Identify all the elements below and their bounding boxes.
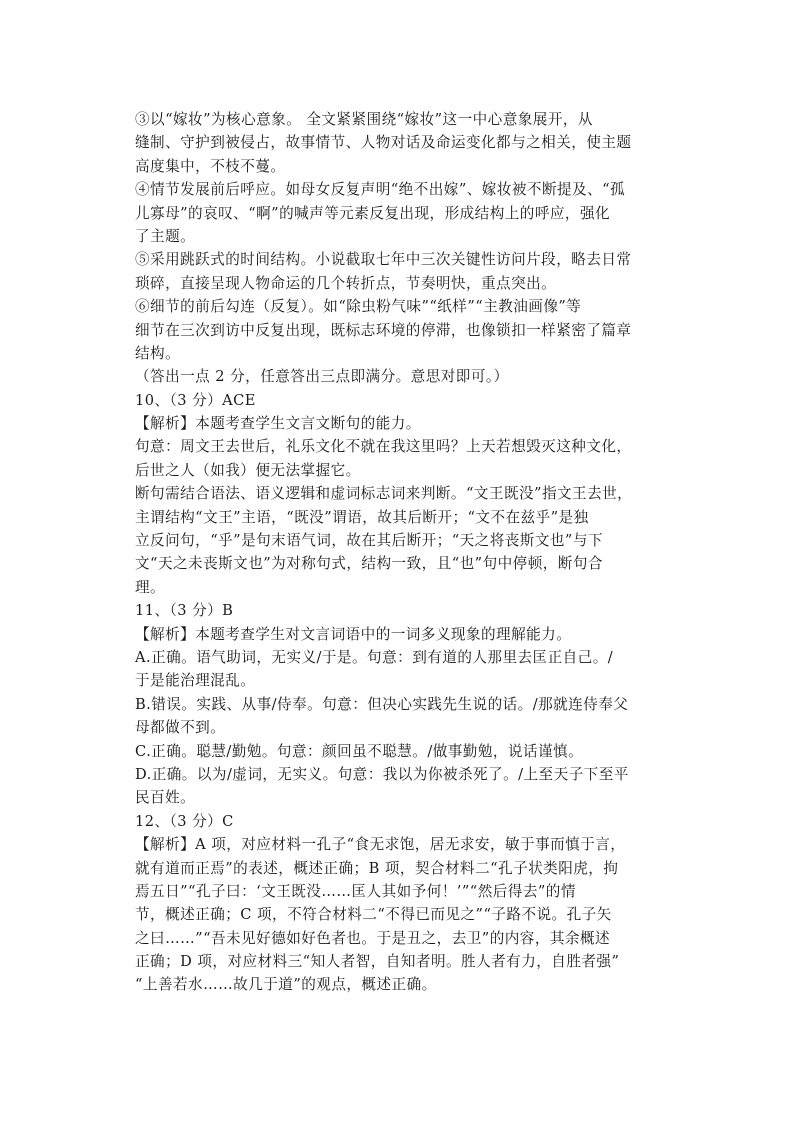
- text-line: 于是能治理混乱。: [135, 672, 256, 690]
- text-line: 就有道而正焉”的表述，概述正确；B 项，契合材料二“孔子状类阳虎，拘: [135, 859, 619, 877]
- text-line: 缝制、守护到被侵占，故事情节、人物对话及命运变化都与之相关，使主题: [135, 134, 632, 152]
- text-line: ⑥细节的前后勾连（反复）。如“除虫粉气味”“纸样”“主教油画像”等: [135, 298, 582, 316]
- text-line: 之曰……”“吾未见好德如好色者也。于是丑之，去卫”的内容，其余概述: [135, 929, 611, 947]
- text-line: 了主题。: [135, 227, 196, 245]
- text-line: ③以“嫁妆”为核心意象。 全文紧紧围绕“嫁妆”这一中心意象展开，从: [135, 111, 593, 128]
- text-line: 民百姓。: [135, 789, 196, 807]
- text-line: 断句需结合语法、语义逻辑和虚词标志词来判断。“文王既没”指文王去世，: [135, 485, 633, 503]
- text-line: 正确；D 项，对应材料三“知人者智，自知者明。胜人者有力，自胜者强”: [135, 953, 620, 971]
- text-line: 节，概述正确；C 项，不符合材料二“不得已而见之”“子路不说。孔子矢: [135, 906, 612, 924]
- question-12-answer: 12、（3 分）C: [135, 812, 234, 830]
- text-line: 焉五日”“孔子曰：‘文王既没……匡人其如予何！’”“然后得去”的情: [135, 882, 576, 900]
- text-line: C.正确。聪慧/勤勉。句意：颜回虽不聪慧。/做事勤勉，说话谨慎。: [135, 742, 584, 760]
- text-line: （答出一点 2 分，任意答出三点即满分。意思对即可。）: [135, 368, 509, 386]
- text-line: ④情节发展前后呼应。如母女反复声明“绝不出嫁”、嫁妆被不断提及、“孤: [135, 181, 626, 199]
- text-line: B.错误。实践、从事/侍奉。句意：但决心实践先生说的话。/那就连侍奉父: [135, 695, 629, 713]
- text-line: 文“天之未丧斯文也”为对称句式，结构一致，且“也”句中停顿，断句合: [135, 555, 603, 573]
- text-line: D.正确。以为/虚词，无实义。句意：我以为你被杀死了。/上至天子下至平: [135, 765, 629, 783]
- question-10-answer: 10、（3 分）ACE: [135, 391, 256, 409]
- question-11-answer: 11、（3 分）B: [135, 602, 234, 620]
- text-line: “上善若水……故几于道”的观点，概述正确。: [135, 976, 437, 994]
- text-line: 【解析】本题考查学生对文言词语中的一词多义现象的理解能力。: [135, 625, 572, 643]
- text-line: 儿寡母”的哀叹、“啊”的喊声等元素反复出现，形成结构上的呼应，强化: [135, 204, 611, 222]
- text-line: 主谓结构“文王”主语，“既没”谓语，故其后断开；“文不在兹乎”是独: [135, 508, 589, 526]
- answer-document: [135, 108, 675, 997]
- text-line: 高度集中，不枝不蔓。: [135, 157, 286, 175]
- text-line: 理。: [135, 578, 166, 596]
- text-line: 句意：周文王去世后，礼乐文化不就在我这里吗？上天若想毁灭这种文化，: [135, 438, 632, 456]
- text-line: 母都做不到。: [135, 719, 226, 737]
- text-line: 立反问句，“乎”是句末语气词，故在其后断开；“天之将丧斯文也”与下: [135, 532, 603, 550]
- text-line: 后世之人（如我）便无法掌握它。: [135, 461, 361, 479]
- text-line: 【解析】本题考查学生文言文断句的能力。: [135, 415, 421, 433]
- text-line: 结构。: [135, 344, 181, 362]
- text-line: 细节在三次到访中反复出现，既标志环境的停滞，也像锁扣一样紧密了篇章: [135, 321, 632, 339]
- text-line: A.正确。语气助词，无实义/于是。句意：到有道的人那里去匡正自己。/: [135, 648, 614, 666]
- text-line: 琐碎，直接呈现人物命运的几个转折点，节奏明快，重点突出。: [135, 274, 557, 292]
- text-line: ⑤采用跳跃式的时间结构。小说截取七年中三次关键性访问片段，略去日常: [135, 251, 632, 269]
- text-line: 【解析】A 项，对应材料一孔子“食无求饱，居无求安，敏于事而慎于言，: [135, 836, 626, 854]
